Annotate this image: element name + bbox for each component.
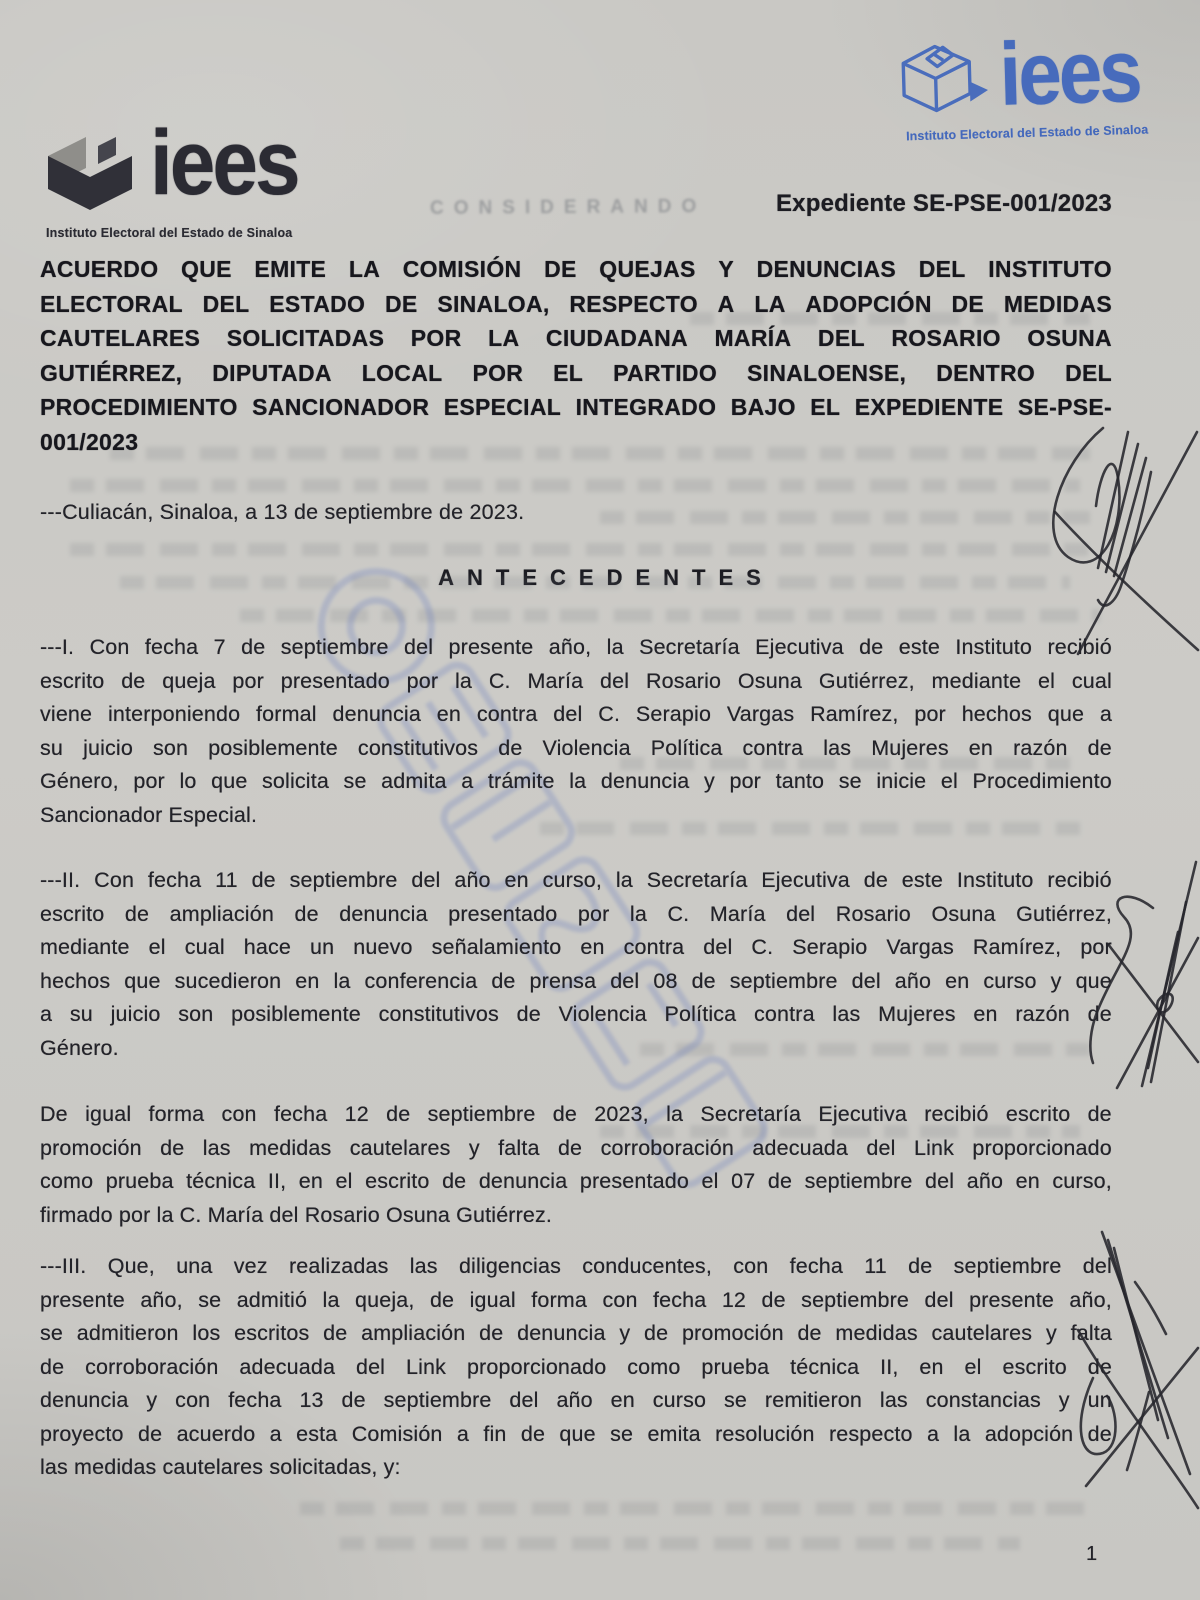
text-line: ELECTORAL DEL ESTADO DE SINALOA, RESPECTO A LA ADOPCIÓN DE MEDIDAS [40,290,1112,317]
text-line: De igual forma con fecha 12 de septiembre de 2023, la Secretaría Ejecutiva recibió escrito de [40,1102,1112,1126]
text-line: PROCEDIMIENTO SANCIONADOR ESPECIAL INTEGRADO BAJO EL EXPEDIENTE SE-PSE- [40,394,1112,420]
text-line: firmado por la C. María del Rosario Osuna Gutiérrez. [40,1202,553,1227]
paragraph-antecedente-1 [40,631,1112,832]
iees-wordmark: iees [150,112,298,215]
text-line: ACUERDO QUE EMITE LA COMISIÓN DE QUEJAS Y DENUNCIAS DEL INSTITUTO [40,256,1112,282]
paragraph-medidas-cautelares [40,1098,1112,1232]
text-line: GUTIÉRREZ, DIPUTADA LOCAL POR EL PARTIDO SINALOENSE, DENTRO DEL [40,359,1112,386]
antecedentes-heading: ANTECEDENTES [438,565,774,590]
text-line: como prueba técnica II, en el escrito de denuncia presentado el 07 de septiembre del año en curso, [40,1169,1112,1193]
iees-tagline: Instituto Electoral del Estado de Sinaloa [905,122,1149,144]
text-line: denuncia y con fecha 13 de septiembre del año en curso se remitieron las constancias y un [40,1388,1112,1412]
text-line: presente año, se admitió la queja, de igual forma con fecha 12 de septiembre del presente año, [40,1287,1112,1312]
bleed-through-heading: CONSIDERANDO [429,196,707,219]
paragraph-antecedente-2 [40,864,1112,1065]
text-line: las medidas cautelares solicitadas, y: [40,1455,401,1479]
text-line: hechos que sucedieron en la conferencia de prensa del 08 de septiembre del año en curso y que [40,968,1112,993]
ballot-box-icon [40,126,136,214]
text-line: Género. [40,1035,119,1060]
iees-tagline: Instituto Electoral del Estado de Sinaloa [46,226,293,240]
text-line: ---II. Con fecha 11 de septiembre del año en curso, la Secretaría Ejecutiva de este Instituto recibió [40,868,1112,892]
document-title [40,252,1112,459]
page-number: 1 [1086,1543,1098,1565]
text-line: CAUTELARES SOLICITADAS POR LA CIUDADANA MARÍA DEL ROSARIO OSUNA [40,325,1112,351]
text-line: promoción de las medidas cautelares y falta de corroboración adecuada del Link proporcionado [40,1135,1112,1160]
text-line: su juicio son posiblemente constitutivos de Violencia Política contra las Mujeres en razón de [40,735,1112,760]
text-line: ---I. Con fecha 7 de septiembre del presente año, la Secretaría Ejecutiva de este Instituto recibió [40,635,1112,659]
text-line: viene interponiendo formal denuncia en contra del C. Serapio Vargas Ramírez, por hechos que a [40,702,1112,726]
paragraph-antecedente-3 [40,1250,1112,1485]
text-line: escrito de ampliación de denuncia presentado por la C. María del Rosario Osuna Gutiérrez, [40,901,1112,926]
text-line: ---III. Que, una vez realizadas las diligencias conducentes, con fecha 11 de septiembre del [40,1254,1112,1278]
iees-wordmark: iees [998,20,1141,125]
ballot-box-outline-icon [897,39,991,122]
expediente-number: Expediente SE-PSE-001/2023 [775,190,1112,217]
text-line: escrito de queja por presentado por la C. María del Rosario Osuna Gutiérrez, mediante el cual [40,668,1112,693]
text-line: mediante el cual hace un nuevo señalamiento en contra del C. Serapio Vargas Ramírez, por [40,935,1112,959]
iees-logo-blue-stamp [897,20,1156,144]
text-line: Sancionador Especial. [40,802,258,827]
text-line: se admitieron los escritos de ampliación de denuncia y de promoción de medidas cautelares y falta [40,1321,1112,1345]
place-date-line: ---Culiacán, Sinaloa, a 13 de septiembre de 2023. [40,500,525,524]
text-line: de corroboración adecuada del Link proporcionado como prueba técnica II, en el escrito de [40,1354,1112,1379]
text-line: Género, por lo que solicita se admita a trámite la denuncia y por tanto se inicie el Procedimiento [40,769,1112,793]
text-line: proyecto de acuerdo a esta Comisión a fin de que se emita resolución respecto a la adopción de [40,1421,1112,1446]
text-line: 001/2023 [40,428,139,455]
text-line: a su juicio son posiblemente constitutivos de Violencia Política contra las Mujeres en razón de [40,1002,1112,1026]
iees-logo-dark [40,112,298,240]
